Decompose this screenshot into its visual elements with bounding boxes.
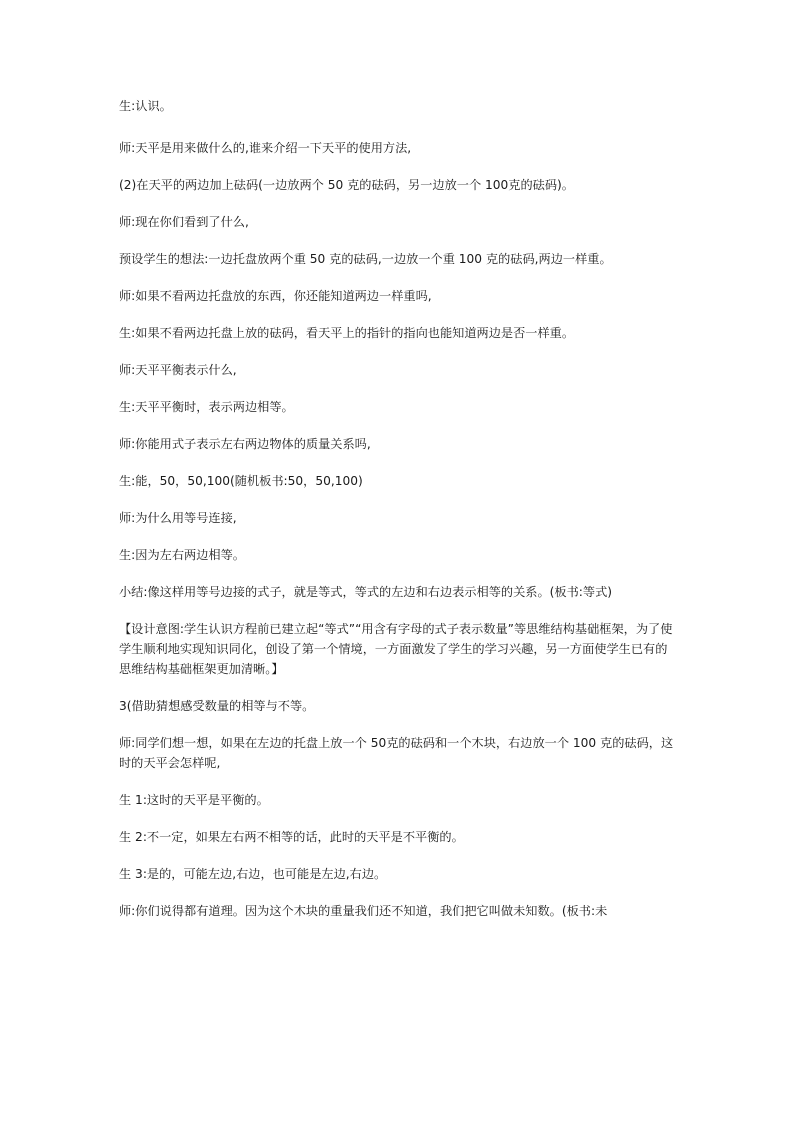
paragraph: 预设学生的想法:一边托盘放两个重 50 克的砝码,一边放一个重 100 克的砝码,两边一样重。 [119,252,612,266]
paragraph: (2)在天平的两边加上砝码(一边放两个 50 克的砝码，另一边放一个 100克的砝码)。 [119,178,574,192]
paragraph: 生:能，50，50,100(随机板书:50，50,100) [119,474,363,488]
paragraph: 生 2:不一定，如果左右两不相等的话，此时的天平是不平衡的。 [119,830,464,844]
paragraph: 生:天平平衡时，表示两边相等。 [119,400,294,414]
paragraph: 生:如果不看两边托盘上放的砝码，看天平上的指针的指向也能知道两边是否一样重。 [119,326,575,340]
paragraph: 生:因为左右两边相等。 [119,548,245,562]
design-intent-paragraph: 【设计意图:学生认识方程前已建立起“等式”“用含有字母的式子表示数量”等思维结构基础框架，为了使学生顺利地实现知识同化，创设了第一个情境，一方面激发了学生的学习兴趣，另一方面使学生已有的思维结构基础框架更加清晰。】 [119,622,673,676]
paragraph: 师:同学们想一想，如果在左边的托盘上放一个 50克的砝码和一个木块，右边放一个 100 克的砝码，这时的天平会怎样呢, [119,736,674,770]
paragraph: 师:天平是用来做什么的,谁来介绍一下天平的使用方法, [119,141,412,155]
paragraph: 师:你能用式子表示左右两边物体的质量关系吗, [119,437,371,451]
paragraph: 师:如果不看两边托盘放的东西，你还能知道两边一样重吗, [119,289,432,303]
paragraph: 生 1:这时的天平是平衡的。 [119,793,269,807]
paragraph: 生 3:是的，可能左边,右边，也可能是左边,右边。 [119,867,387,881]
paragraph: 师:天平平衡表示什么, [119,363,237,377]
summary-paragraph: 小结:像这样用等号边接的式子，就是等式，等式的左边和右边表示相等的关系。(板书:等式) [119,585,613,599]
section-heading: 3(借助猜想感受数量的相等与不等。 [119,699,315,713]
document-body [119,96,679,921]
paragraph: 师:为什么用等号连接, [119,511,237,525]
paragraph: 生:认识。 [119,99,172,113]
paragraph: 师:现在你们看到了什么, [119,215,249,229]
paragraph: 师:你们说得都有道理。因为这个木块的重量我们还不知道，我们把它叫做未知数。(板书:未 [119,904,608,918]
